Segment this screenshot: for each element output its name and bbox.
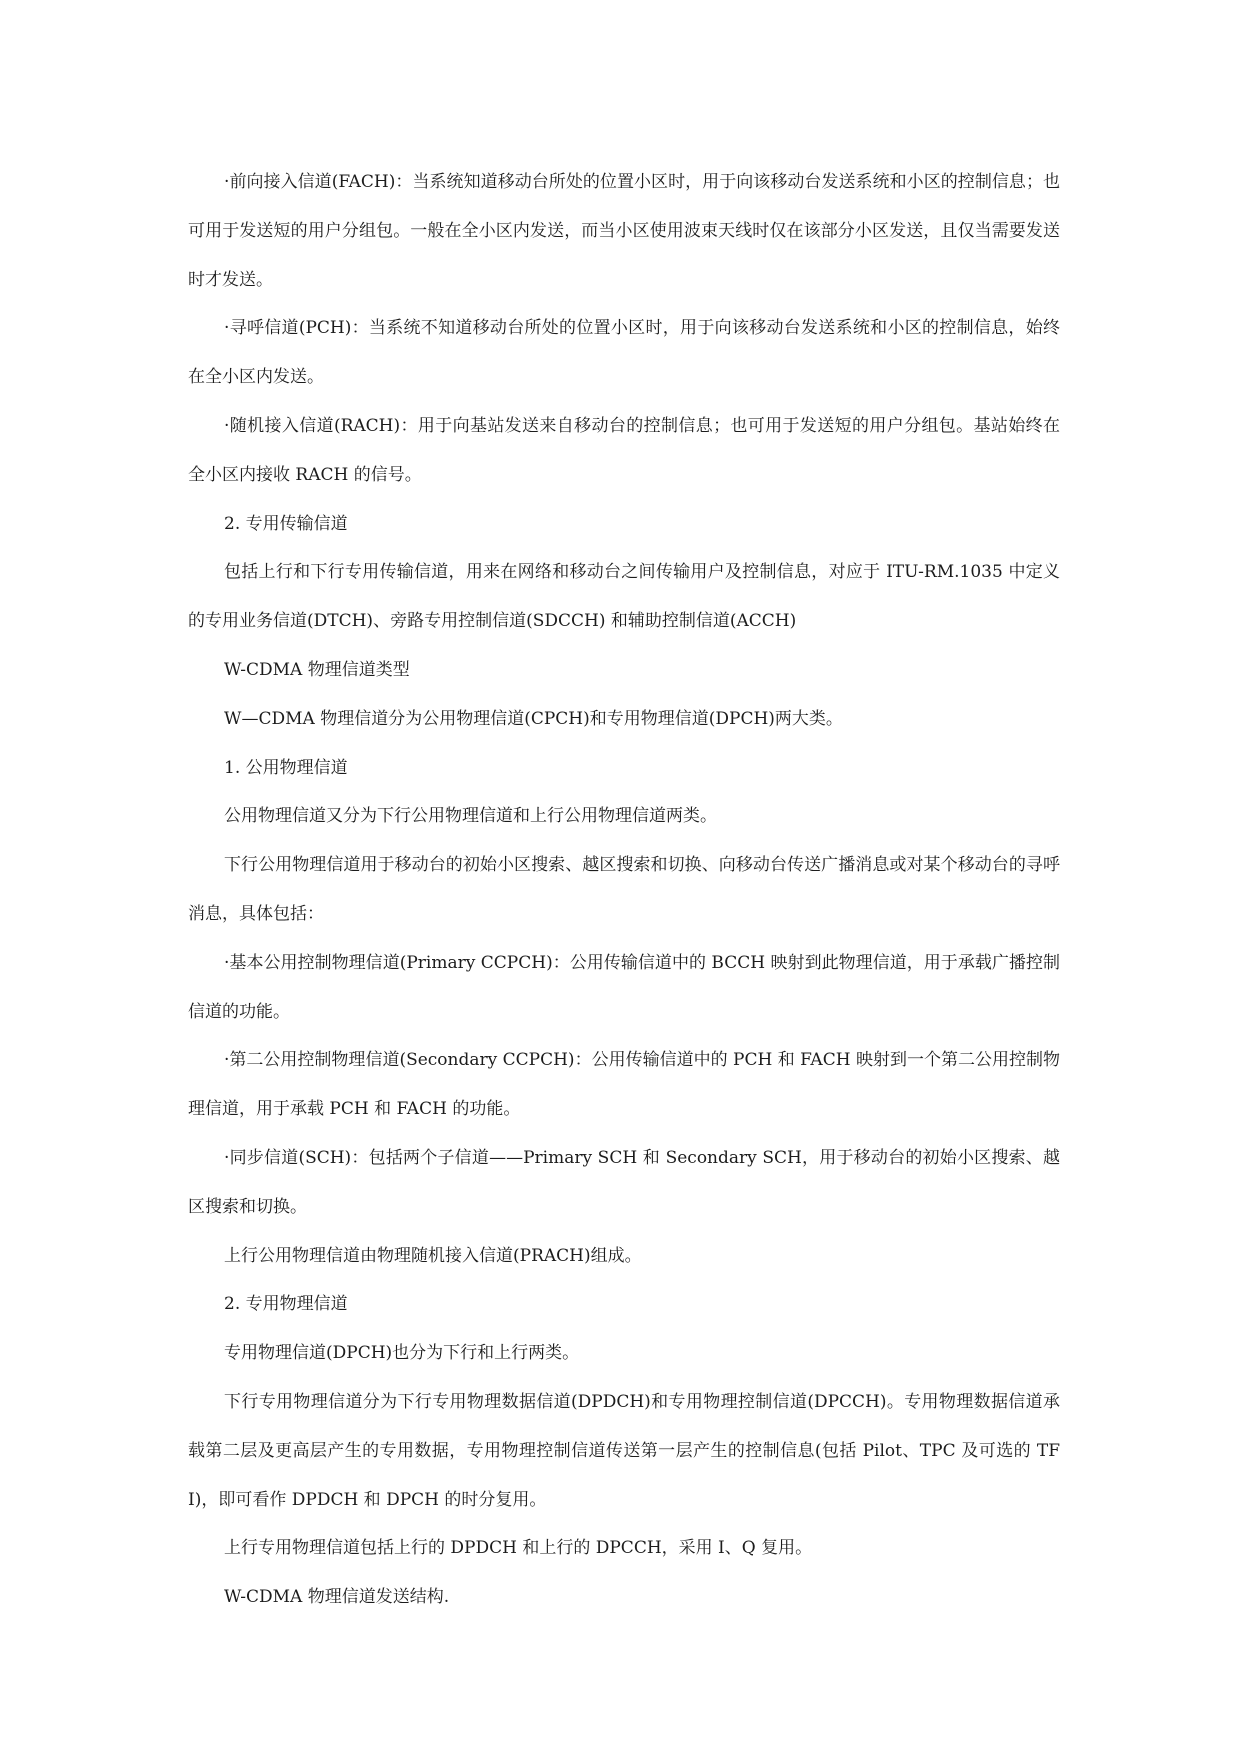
paragraph-dpch: 专用物理信道(DPCH)也分为下行和上行两类。 [224, 1343, 580, 1364]
paragraph-physical-channel-classes: W—CDMA 物理信道分为公用物理信道(CPCH)和专用物理信道(DPCH)两大类。 [224, 708, 843, 729]
paragraph-downlink-dpch: 下行专用物理信道分为下行专用物理数据信道(DPDCH)和专用物理控制信道(DPCCH)。专用物理数据信道承载第二层及更高层产生的专用数据，专用物理控制信道传送第一层产生的控制信息(包括 Pilot、TPC 及可选的 TFI)，即可看作 DPDCH 和 DPCH 的时分复用。 [188, 1391, 1060, 1510]
paragraph-dedicated-transport-channel: 包括上行和下行专用传输信道，用来在网络和移动台之间传输用户及控制信息，对应于 ITU-RM.1035 中定义的专用业务信道(DTCH)、旁路专用控制信道(SDCCH) 和辅助控制信道(ACCH) [188, 562, 1060, 632]
heading-dedicated-transport-channel: 2. 专用传输信道 [224, 513, 348, 534]
paragraph-secondary-ccpch: ·第二公用控制物理信道(Secondary CCPCH)：公用传输信道中的 PCH 和 FACH 映射到一个第二公用控制物理信道，用于承载 PCH 和 FACH 的功能。 [188, 1050, 1060, 1120]
paragraph-prach: 上行公用物理信道由物理随机接入信道(PRACH)组成。 [224, 1245, 642, 1266]
document-body [188, 158, 1060, 1622]
paragraph-common-physical-channel: 公用物理信道又分为下行公用物理信道和上行公用物理信道两类。 [224, 806, 717, 827]
paragraph-fach: ·前向接入信道(FACH)：当系统知道移动台所处的位置小区时，用于向该移动台发送系统和小区的控制信息；也可用于发送短的用户分组包。一般在全小区内发送，而当小区使用波束天线时仅在该部分小区发送，且仅当需要发送时才发送。 [188, 172, 1060, 290]
paragraph-downlink-common-physical-channel: 下行公用物理信道用于移动台的初始小区搜索、越区搜索和切换、向移动台传送广播消息或对某个移动台的寻呼消息，具体包括： [188, 855, 1060, 924]
paragraph-transmission-structure: W-CDMA 物理信道发送结构. [224, 1587, 450, 1608]
paragraph-pch: ·寻呼信道(PCH)：当系统不知道移动台所处的位置小区时，用于向该移动台发送系统和小区的控制信息，始终在全小区内发送。 [188, 318, 1060, 388]
heading-dedicated-physical-channel: 2. 专用物理信道 [224, 1294, 348, 1315]
heading-common-physical-channel: 1. 公用物理信道 [224, 757, 348, 778]
paragraph-sch: ·同步信道(SCH)：包括两个子信道——Primary SCH 和 Secondary SCH，用于移动台的初始小区搜索、越区搜索和切换。 [188, 1147, 1060, 1217]
paragraph-rach: ·随机接入信道(RACH)：用于向基站发送来自移动台的控制信息；也可用于发送短的用户分组包。基站始终在全小区内接收 RACH 的信号。 [188, 415, 1060, 485]
paragraph-uplink-dpch: 上行专用物理信道包括上行的 DPDCH 和上行的 DPCCH，采用 I、Q 复用。 [224, 1538, 813, 1559]
heading-physical-channel-types: W-CDMA 物理信道类型 [224, 659, 410, 680]
paragraph-primary-ccpch: ·基本公用控制物理信道(Primary CCPCH)：公用传输信道中的 BCCH 映射到此物理信道，用于承载广播控制信道的功能。 [188, 952, 1060, 1022]
